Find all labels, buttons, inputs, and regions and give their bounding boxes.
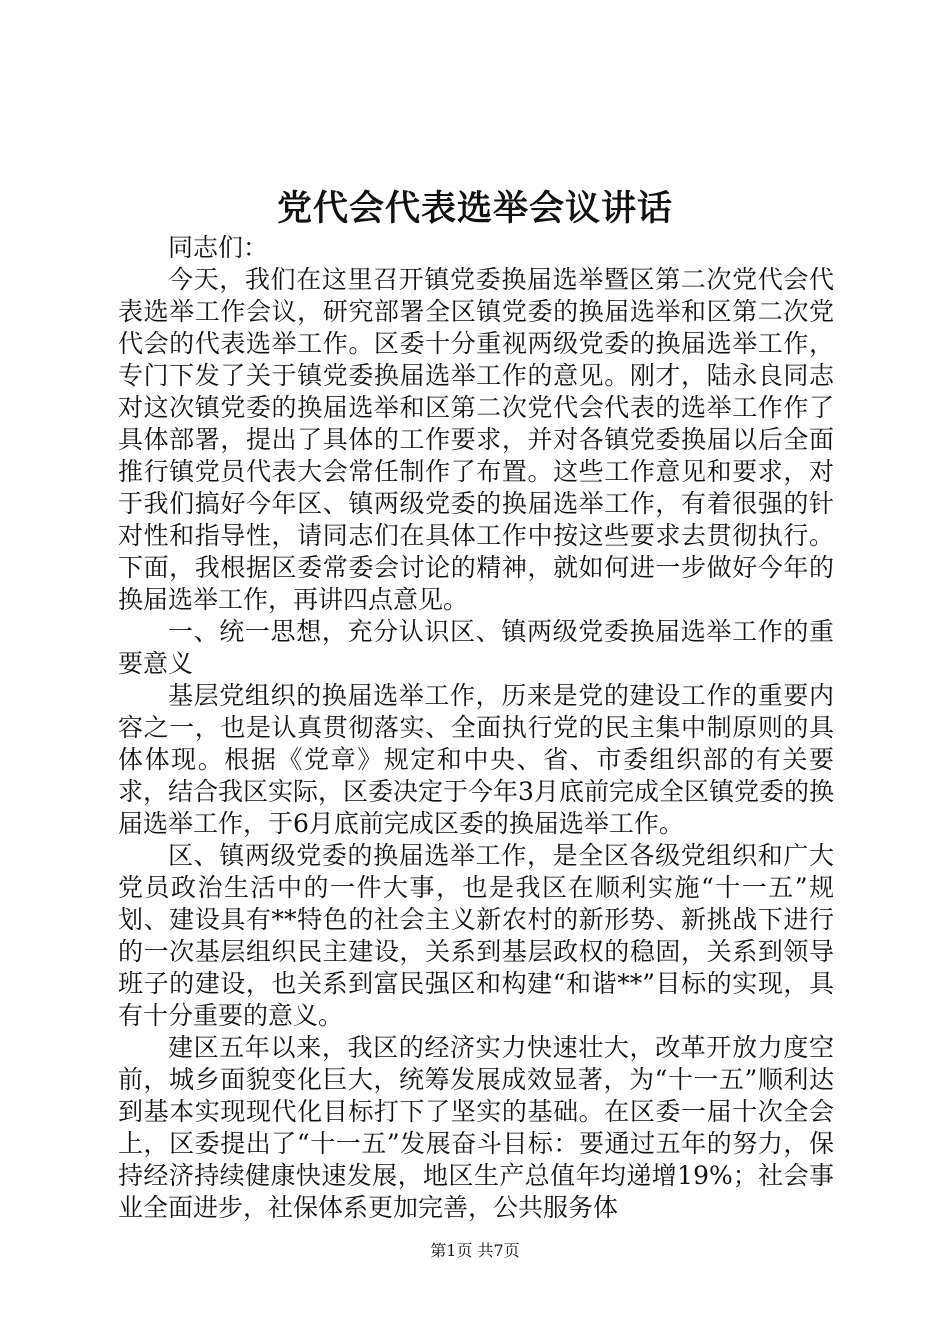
paragraph-intro: 今天，我们在这里召开镇党委换届选举暨区第二次党代会代表选举工作会议，研究部署全区镇党委的换届选举和区第二次党代会的代表选举工作。区委十分重视两级党委的换届选举工作，专门下发了关于镇党委换届选举工作的意见。刚才，陆永良同志对这次镇党委的换届选举和区第二次党代会代表的选举工作作了具体部署，提出了具体的工作要求，并对各镇党委换届以后全面推行镇党员代表大会常任制作了布置。这些工作意见和要求，对于我们搞好今年区、镇两级党委的换届选举工作，有着很强的针对性和指导性，请同志们在具体工作中按这些要求去贯彻执行。下面，我根据区委常委会讨论的精神，就如何进一步做好今年的换届选举工作，再讲四点意见。 <box>118 265 834 614</box>
paragraph-1: 基层党组织的换届选举工作，历来是党的建设工作的重要内容之一，也是认真贯彻落实、全面执行党的民主集中制原则的具体体现。根据《党章》规定和中央、省、市委组织部的有关要求，结合我区实际，区委决定于今年3月底前完成全区镇党委的换届选举工作，于6月底前完成区委的换届选举工作。 <box>118 681 834 838</box>
document-body <box>118 232 834 1224</box>
document-title: 党代会代表选举会议讲话 <box>276 188 673 229</box>
paragraph-2: 区、镇两级党委的换届选举工作，是全区各级党组织和广大党员政治生活中的一件大事，也是我区在顺利实施“十一五”规划、建设具有**特色的社会主义新农村的新形势、新挑战下进行的一次基层组织民主建设，关系到基层政权的稳固，关系到领导班子的建设，也关系到富民强区和构建“和谐**”目标的实现，具有十分重要的意义。 <box>118 841 834 1030</box>
paragraph-3: 建区五年以来，我区的经济实力快速壮大，改革开放力度空前，城乡面貌变化巨大，统筹发展成效显著，为“十一五”顺利达到基本实现现代化目标打下了坚实的基础。在区委一届十次全会上，区委提出了“十一五”发展奋斗目标：要通过五年的努力，保持经济持续健康快速发展，地区生产总值年均递增19%；社会事业全面进步，社保体系更加完善，公共服务体 <box>118 1033 834 1222</box>
page-number: 第1页 共7页 <box>430 1241 520 1260</box>
salutation: 同志们： <box>168 233 269 262</box>
section-heading-1: 一、统一思想，充分认识区、镇两级党委换届选举工作的重要意义 <box>118 617 834 678</box>
